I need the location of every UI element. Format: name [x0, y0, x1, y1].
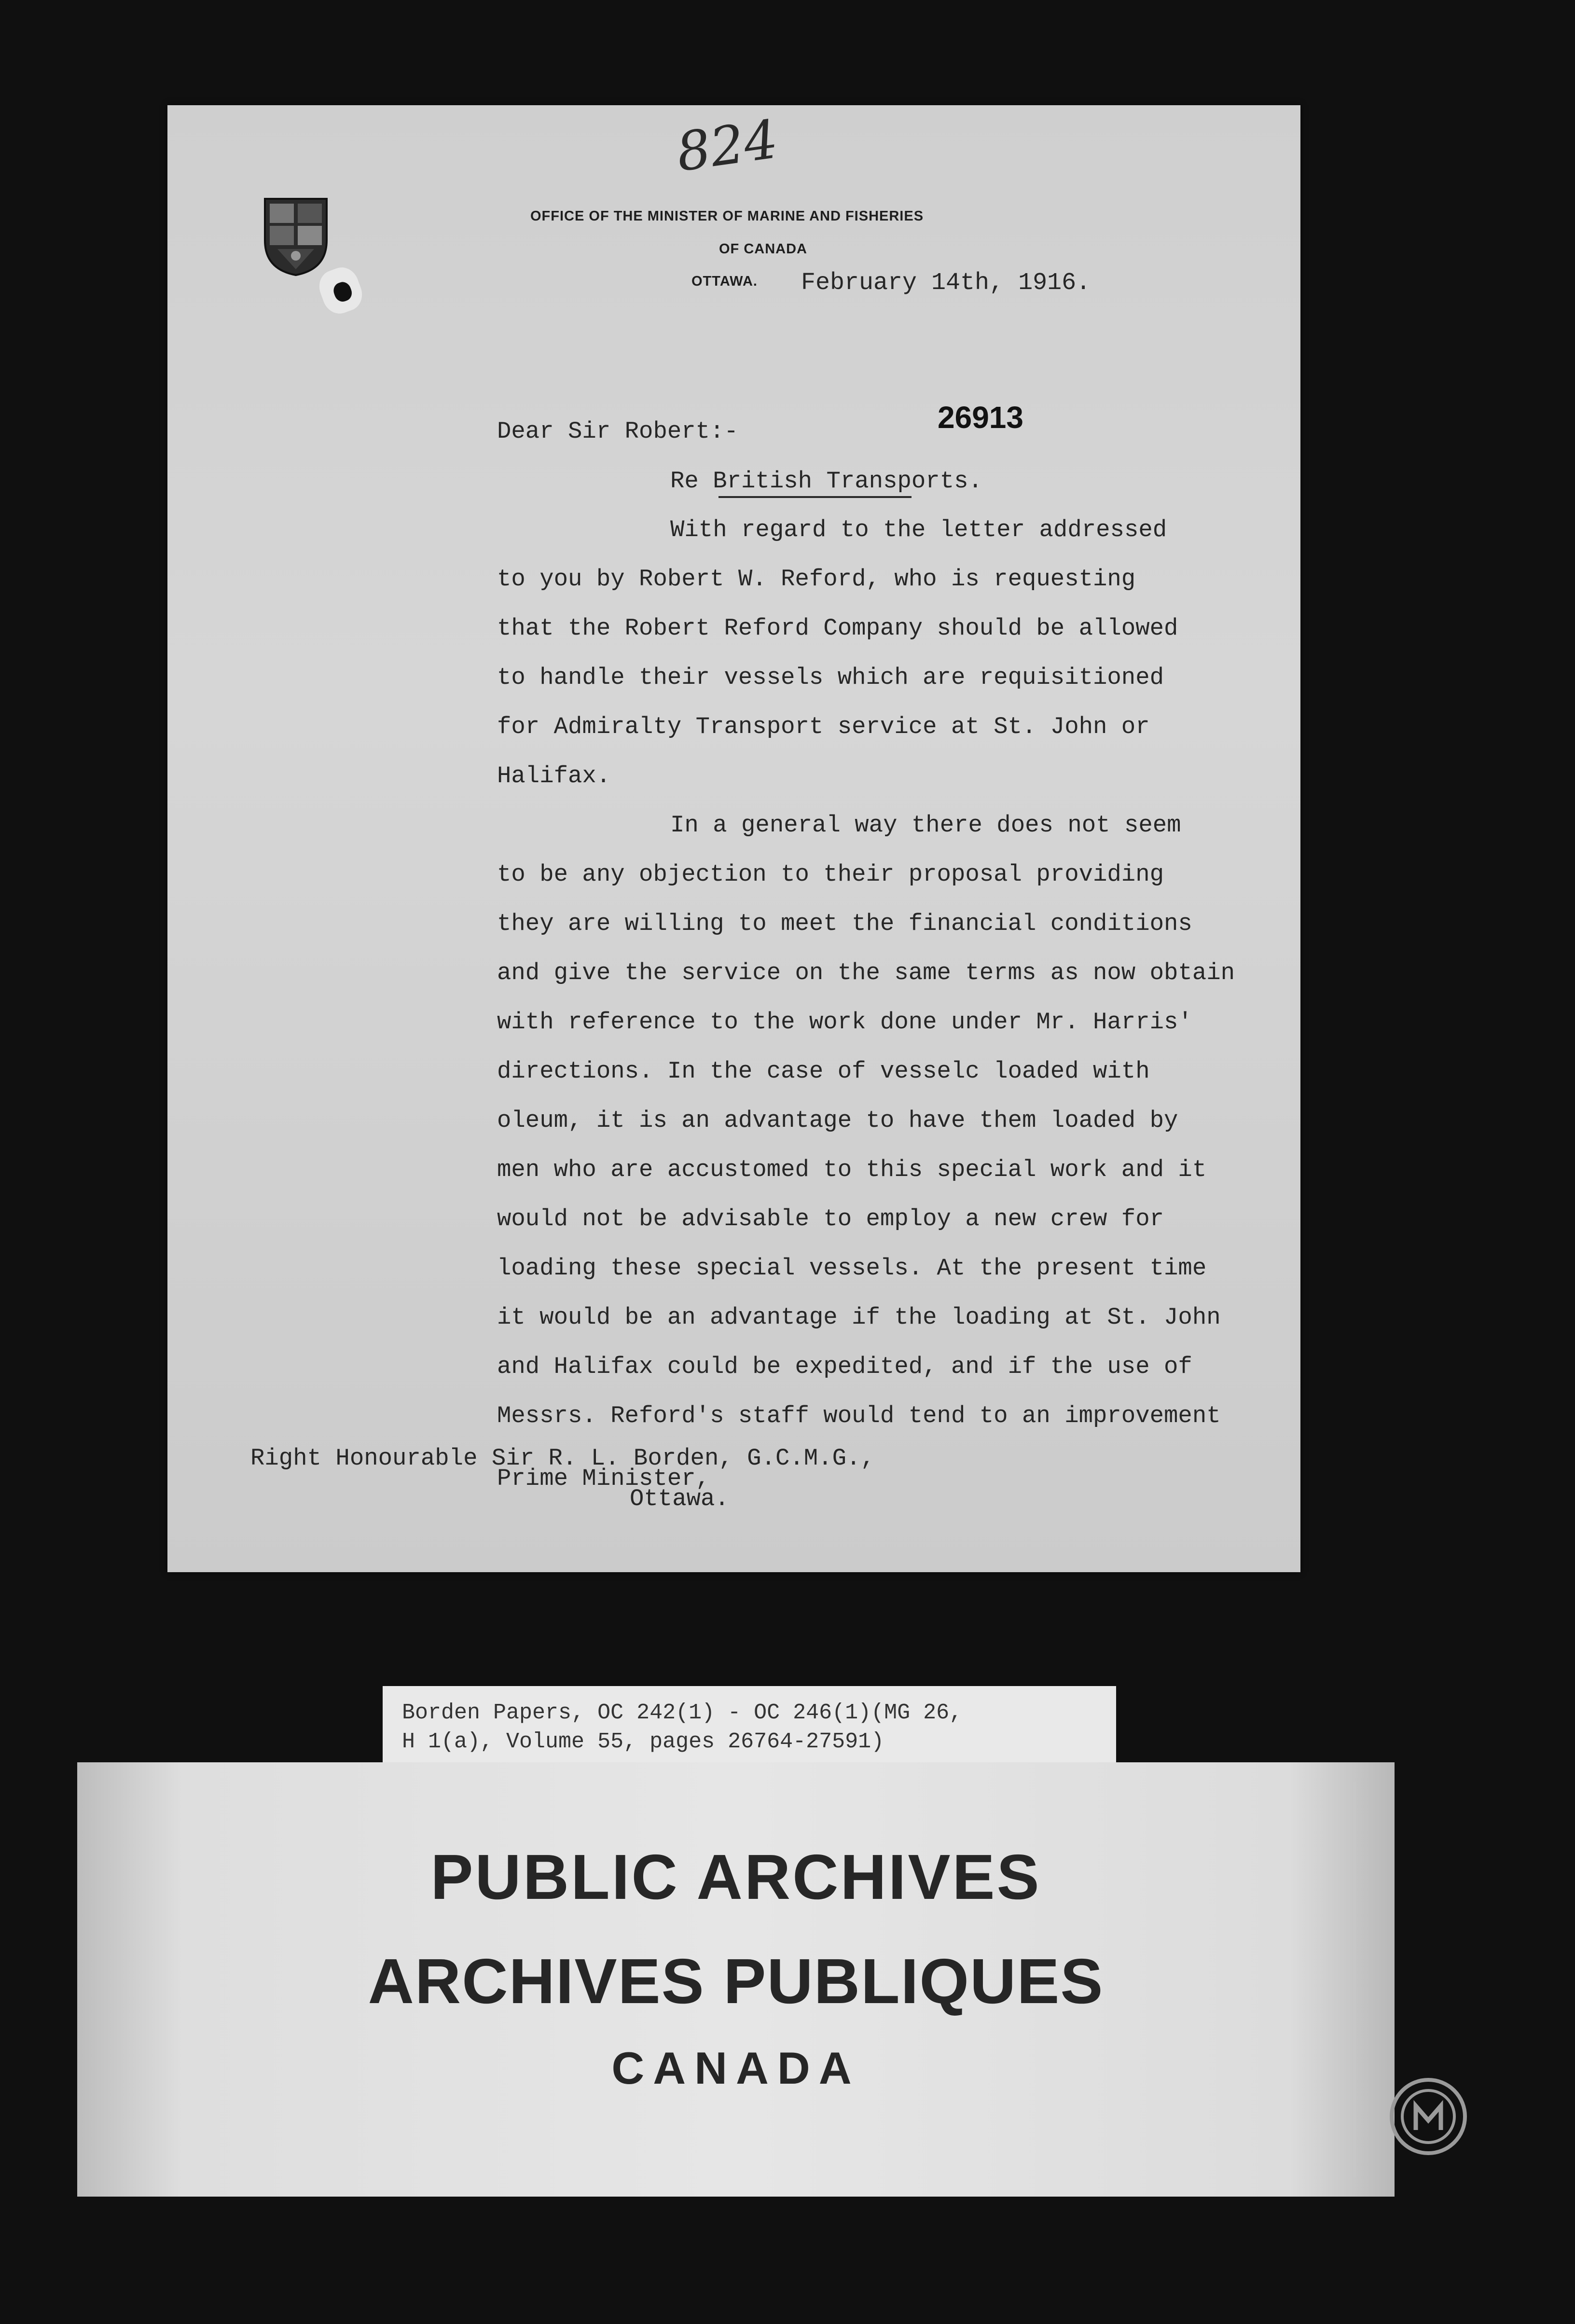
handwritten-page-number: 824: [673, 108, 782, 183]
letterhead-city: OTTAWA.: [691, 274, 758, 289]
letterhead-country: OF CANADA: [719, 241, 807, 257]
body-line: to handle their vessels which are requisitioned: [497, 664, 1164, 691]
body-line: to you by Robert W. Reford, who is requesting: [497, 566, 1136, 593]
body-line: In a general way there does not seem: [670, 812, 1181, 839]
body-line: Halifax.: [497, 762, 611, 789]
letter-date: February 14th, 1916.: [801, 269, 1091, 297]
archive-stamp-icon: [1388, 2076, 1469, 2157]
body-line: with reference to the work done under Mr. Harris': [497, 1009, 1192, 1036]
banner-country: CANADA: [611, 2043, 860, 2093]
citation-line: Borden Papers, OC 242(1) - OC 246(1)(MG 26,: [402, 1701, 963, 1725]
body-line: to be any objection to their proposal providing: [497, 861, 1164, 888]
body-line: they are willing to meet the financial conditions: [497, 910, 1192, 937]
subject-underline: [718, 496, 912, 498]
banner-title-french: ARCHIVES PUBLIQUES: [368, 1946, 1104, 2017]
body-line: oleum, it is an advantage to have them loaded by: [497, 1107, 1178, 1134]
subject-line: Re British Transports.: [670, 468, 982, 495]
body-line: it would be an advantage if the loading at St. John: [497, 1304, 1221, 1331]
document-number: 26913: [938, 400, 1023, 435]
body-line: for Admiralty Transport service at St. John or: [497, 713, 1150, 740]
body-line: and Halifax could be expedited, and if the use of: [497, 1353, 1192, 1380]
archives-banner: [77, 1762, 1395, 2197]
body-line: Messrs. Reford's staff would tend to an improvement: [497, 1402, 1221, 1429]
banner-title-english: PUBLIC ARCHIVES: [430, 1841, 1041, 1912]
addressee-name: Right Honourable Sir R. L. Borden, G.C.M.G.,: [250, 1445, 875, 1472]
letter-page: [167, 105, 1300, 1572]
citation-line: H 1(a), Volume 55, pages 26764-27591): [402, 1729, 884, 1754]
body-line: loading these special vessels. At the present time: [497, 1255, 1207, 1282]
body-line: men who are accustomed to this special work and it: [497, 1156, 1207, 1183]
addressee-title: Prime Minister,: [497, 1465, 710, 1492]
body-line: that the Robert Reford Company should be allowed: [497, 615, 1178, 642]
body-line: would not be advisable to employ a new crew for: [497, 1205, 1164, 1232]
body-line: and give the service on the same terms as now obtain: [497, 959, 1235, 986]
coat-of-arms-icon: [263, 197, 329, 277]
salutation: Dear Sir Robert:-: [497, 418, 738, 445]
citation-label: [383, 1686, 1116, 1771]
addressee-city: Ottawa.: [630, 1485, 729, 1512]
body-line: With regard to the letter addressed: [670, 516, 1167, 543]
letterhead-office: OFFICE OF THE MINISTER OF MARINE AND FISHERIES: [530, 208, 924, 224]
body-line: directions. In the case of vesselc loaded with: [497, 1058, 1150, 1085]
